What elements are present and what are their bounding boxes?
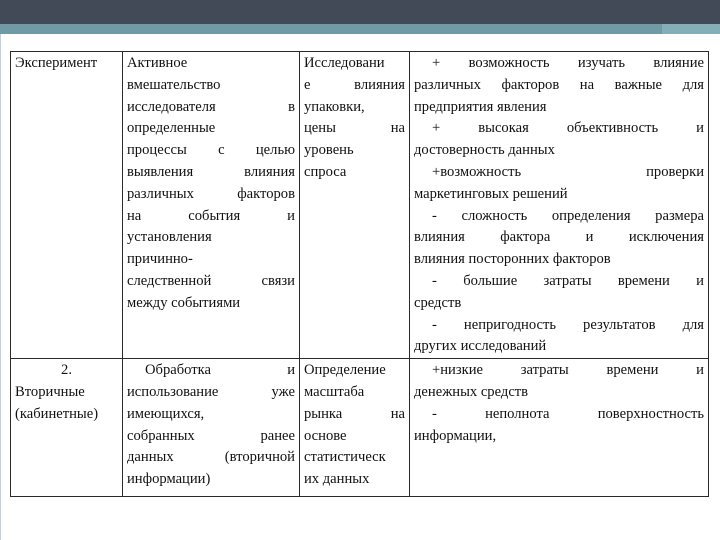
table-row-experiment <box>11 52 709 359</box>
method-example-cell <box>300 52 410 359</box>
text-line: различных факторов на важные для <box>414 76 704 93</box>
text-line: вмешательство <box>127 76 221 93</box>
text-line: основе <box>304 427 347 444</box>
text-line: выявления влияния <box>127 163 295 180</box>
slide-header-bar <box>0 0 720 24</box>
text-line: между событиями <box>127 294 241 311</box>
text-line: процессы с целью <box>127 142 295 159</box>
text-line: маркетинговых решений <box>414 185 568 202</box>
text-line: причинно- <box>127 251 193 268</box>
table-row-secondary <box>11 359 709 497</box>
text-line: - большие затраты времени и <box>432 272 704 289</box>
method-name: (кабинетные) <box>15 405 99 422</box>
text-line: уровень <box>304 142 354 159</box>
text-line: на события и <box>127 207 295 224</box>
text-line: других исследований <box>414 338 547 355</box>
text-line: информации) <box>127 471 211 488</box>
text-line: Определение <box>304 362 386 379</box>
text-line: рынка на <box>304 405 405 422</box>
method-example-cell <box>300 359 410 497</box>
text-line: следственной связи <box>127 272 295 289</box>
method-name: Эксперимент <box>15 55 98 71</box>
slide-accent-bar <box>0 24 720 34</box>
text-line: различных факторов <box>127 185 295 202</box>
text-line: - сложность определения размера <box>432 207 704 224</box>
method-pros-cons-cell <box>410 52 709 359</box>
text-line: установления <box>127 229 212 246</box>
method-description-cell <box>123 359 300 497</box>
text-line: спроса <box>304 163 347 180</box>
text-line: +возможность проверки <box>432 163 704 180</box>
text-line: имеющихся, <box>127 405 205 422</box>
text-line: - неполнота поверхностность <box>432 405 704 422</box>
text-line: определенные <box>127 120 216 137</box>
method-name-cell <box>11 52 123 359</box>
text-line: Обработка и <box>145 362 295 379</box>
text-line: денежных средств <box>414 383 529 400</box>
text-line: исследователя в <box>127 98 295 115</box>
text-line: Активное <box>127 55 188 71</box>
text-line: информации, <box>414 427 497 444</box>
method-name: Вторичные <box>15 383 85 400</box>
text-line: е влияния <box>304 76 405 93</box>
text-line: Исследовани <box>304 55 385 71</box>
text-line: - непригодность результатов для <box>432 316 704 333</box>
text-line: влияния посторонних факторов <box>414 251 611 268</box>
method-pros-cons-cell <box>410 359 709 497</box>
text-line: статистическ <box>304 449 386 466</box>
text-line: упаковки, <box>304 98 365 115</box>
text-line: масштаба <box>304 383 365 400</box>
text-line: предприятия явления <box>414 98 547 115</box>
text-line: средств <box>414 294 462 311</box>
method-name-cell <box>11 359 123 497</box>
text-line: достоверность данных <box>414 142 555 159</box>
method-number: 2. <box>61 362 72 379</box>
text-line: + высокая объективность и <box>432 120 704 137</box>
text-line: их данных <box>304 471 370 488</box>
slide-accent-notch <box>662 24 720 34</box>
text-line: собранных ранее <box>127 427 295 444</box>
method-description-cell <box>123 52 300 359</box>
text-line: + возможность изучать влияние <box>432 55 704 71</box>
research-methods-table <box>10 51 709 497</box>
text-line: влияния фактора и исключения <box>414 229 704 246</box>
text-line: цены на <box>304 120 405 137</box>
text-line: данных (вторичной <box>127 449 295 466</box>
text-line: +низкие затраты времени и <box>432 362 704 379</box>
text-line: использование уже <box>127 383 295 400</box>
